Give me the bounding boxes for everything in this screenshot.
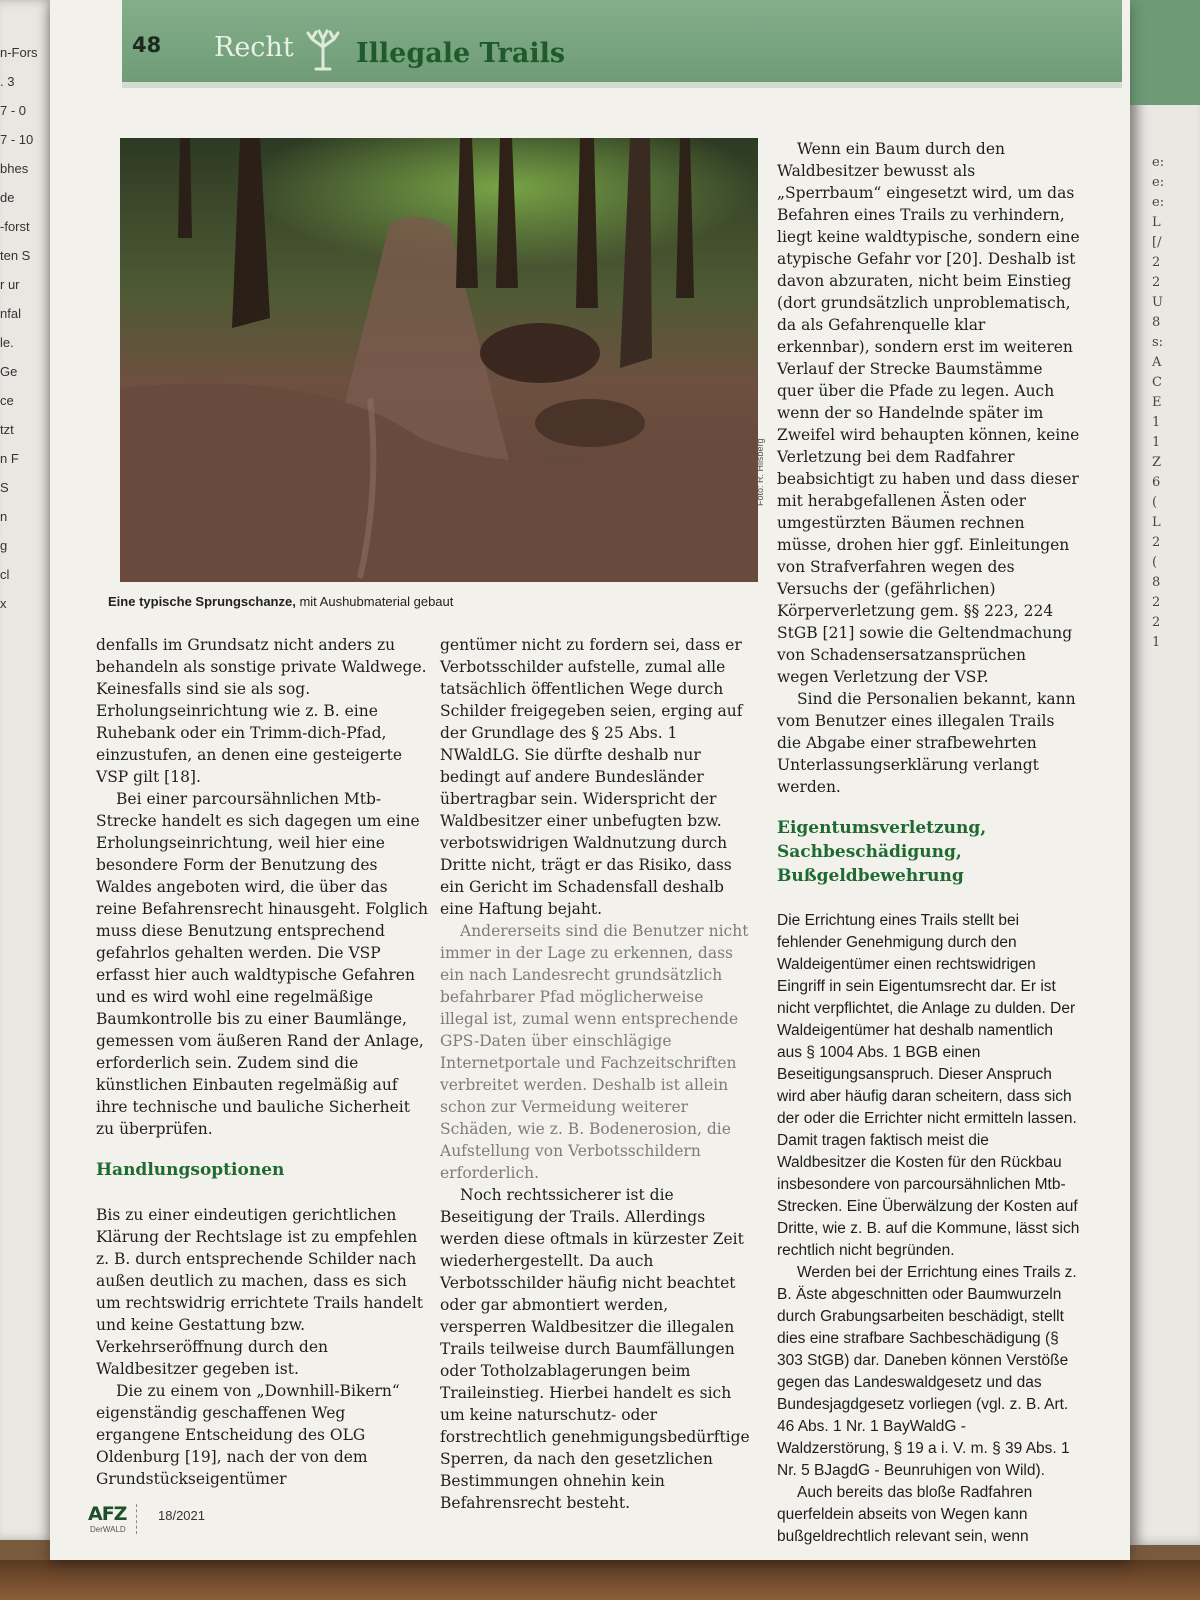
table-surface	[0, 1560, 1200, 1600]
right-page-fragment: (	[1152, 555, 1158, 570]
right-page-fragment: e:	[1152, 195, 1165, 210]
text-column-2	[440, 634, 752, 1514]
text-column-3	[777, 138, 1082, 1548]
heading-eigentumsverletzung: Eigentumsverletzung, Sachbeschädigung, Bußgeldbewehrung	[777, 818, 987, 886]
right-page-fragment: 2	[1152, 595, 1161, 610]
right-page-fragment: [/	[1152, 235, 1162, 250]
left-page-fragment: n	[0, 509, 8, 524]
left-page-fragment: . 3	[0, 74, 15, 89]
page-number: 48	[132, 33, 162, 57]
col3-paragraph-3: Die Errichtung eines Trails stellt bei fehlender Genehmigung durch den Waldeigentümer einen rechtswidrigen Eingriff in sein Eigentumsrecht dar. Er ist nicht verpflichtet, die Anlage zu dulden. Der Waldeigentümer hat deshalb namentlich aus § 1004 Abs. 1 BGB einen Beseitigungsanspruch. Dieser Anspruch wird aber häufig daran scheitern, dass sich der oder die Errichter nicht ermitteln lassen. Damit tragen faktisch meist die Waldbesitzer die Kosten für den Rückbau insbesondere von parcoursähnlichen Mtb-Strecken. Eine Überwälzung der Kosten auf Dritte, wie z. B. auf die Kommune, lässt sich rechtlich nicht begründen.	[777, 912, 1080, 1259]
right-page-fragment: L	[1152, 215, 1161, 230]
issue-number: 18/2021	[158, 1508, 205, 1523]
magazine-page	[50, 0, 1130, 1560]
col3-paragraph-5: Auch bereits das bloße Radfahren querfeldein abseits von Wegen kann bußgeldrechtlich relevant sein, wenn	[777, 1484, 1033, 1545]
col3-paragraph-2: Sind die Personalien bekannt, kann vom Benutzer eines illegalen Trails die Abgabe einer strafbewehrten Unterlassungserklärung verlangt werden.	[777, 690, 1076, 796]
caption-rest: mit Aushubmaterial gebaut	[295, 594, 454, 609]
right-page-fragment: 8	[1152, 575, 1161, 590]
left-page-fragment: cl	[0, 567, 10, 582]
right-page-fragment: L	[1152, 515, 1161, 530]
right-page-fragment: e:	[1152, 175, 1165, 190]
text-column-1	[96, 634, 430, 1490]
right-page-fragment: 6	[1152, 475, 1161, 490]
footer-divider	[136, 1504, 138, 1534]
right-page-fragment: 2	[1152, 615, 1161, 630]
col2-paragraph-1: gentümer nicht zu fordern sei, dass er Verbotsschilder aufstelle, zumal alle tatsächlich öffentlichen Wege durch Schilder freigegeben seien, erging auf der Grundlage des § 25 Abs. 1 NWaldLG. Sie dürfte deshalb nur bedingt auf andere Bundesländer übertragbar sein. Widerspricht der Waldbesitzer einer unbefugten bzw. verbotswidrigen Waldnutzung durch Dritte nicht, trägt er das Risiko, dass ein Gericht im Schadensfall deshalb eine Haftung bejaht.	[440, 636, 743, 918]
right-page-fragment: Z	[1152, 455, 1162, 470]
right-page-fragment: 2	[1152, 255, 1161, 270]
left-page-fragment: ce	[0, 393, 14, 408]
right-page-fragment: (	[1152, 495, 1158, 510]
left-page-fragment: de	[0, 190, 15, 205]
col3-paragraph-4: Werden bei der Errichtung eines Trails z. B. Äste abgeschnitten oder Baumwurzeln durch Grabungsarbeiten beschädigt, stellt dies eine strafbare Sachbeschädigung (§ 303 StGB) dar. Daneben können Verstöße gegen das Landeswaldgesetz und das Bundesjagdgesetz vorliegen (vgl. z. B. Art. 46 Abs. 1 Nr. 1 BayWaldG - Waldzerstörung, § 19 a i. V. m. § 39 Abs. 1 Nr. 5 BJagdG - Beunruhigen von Wild).	[777, 1264, 1077, 1479]
forest-trail-photo	[120, 138, 758, 582]
photo-credit: Foto: R. Hilsberg	[755, 438, 765, 506]
left-page-fragment: tzt	[0, 422, 14, 437]
right-page-fragment: C	[1152, 375, 1162, 390]
left-page-fragment: nfal	[0, 306, 21, 321]
right-page-edge	[1130, 0, 1200, 1545]
left-page-fragment: -forst	[0, 219, 30, 234]
right-page-fragment: 1	[1152, 635, 1161, 650]
right-page-fragment: A	[1152, 355, 1162, 370]
left-page-edge	[0, 0, 55, 1540]
left-page-fragment: g	[0, 538, 8, 553]
col1-paragraph-1: denfalls im Grundsatz nicht anders zu behandeln als sonstige private Waldwege. Keinesfalls sind sie als sog. Erholungseinrichtung wie z. B. eine Ruhebank oder ein Trimm-dich-Pfad, einzustufen, an denen eine gesteigerte VSP gilt [18].	[96, 636, 427, 786]
left-page-fragment: le.	[0, 335, 14, 350]
right-page-fragment: 2	[1152, 275, 1161, 290]
right-page-fragment: 1	[1152, 415, 1161, 430]
figure-caption	[108, 594, 453, 609]
col1-paragraph-4: Die zu einem von „Downhill-Bikern“ eigenständig geschaffenen Weg ergangene Entscheidung des OLG Oldenburg [19], nach der von dem Grundstückseigentümer	[96, 1382, 400, 1488]
afz-logo: AFZ	[88, 1503, 127, 1525]
col3-paragraph-1: Wenn ein Baum durch den Waldbesitzer bewusst als „Sperrbaum“ eingesetzt wird, um das Befahren eines Trails zu verhindern, liegt keine waldtypische, sondern eine atypische Gefahr vor [20]. Deshalb ist davon abzuraten, nicht beim Einstieg (dort grundsätzlich unproblematisch, da als Gefahrenquelle klar erkennbar), sondern erst im weiteren Verlauf der Strecke Baumstämme quer über die Pfade zu legen. Auch wenn der so Handelnde später im Zweifel wird behaupten können, keine Verletzung bei dem Radfahrer beabsichtigt zu haben und dass dieser mit herabgefallenen Ästen oder umgestürzten Bäumen rechnen müsse, drohen hier ggf. Einleitungen von Strafverfahren wegen des Versuchs der (gefährlichen) Körperverletzung gem. §§ 223, 224 StGB [21] sowie die Geltendmachung von Schadensersatzansprüchen wegen Verletzung der VSP.	[777, 140, 1080, 686]
afz-logo-subtitle: DerWALD	[90, 1525, 126, 1534]
left-page-fragment: ten S	[0, 248, 31, 263]
left-page-fragment: n F	[0, 451, 19, 466]
left-page-fragment: n-Fors	[0, 45, 38, 60]
right-page-header-band	[1130, 0, 1200, 105]
right-page-fragment: 1	[1152, 435, 1161, 450]
left-page-fragment: 7 - 10	[0, 132, 34, 147]
left-page-fragment: bhes	[0, 161, 29, 176]
right-page-fragment: 2	[1152, 535, 1161, 550]
right-page-fragment: U	[1152, 295, 1163, 310]
heading-handlungsoptionen: Handlungsoptionen	[96, 1160, 285, 1180]
section-label: Recht	[214, 32, 294, 63]
right-page-fragment: e:	[1152, 155, 1165, 170]
left-page-fragment: 7 - 0	[0, 103, 27, 118]
left-page-fragment: x	[0, 596, 7, 611]
col2-paragraph-2: Andererseits sind die Benutzer nicht immer in der Lage zu erkennen, dass ein nach Landesrecht grundsätzlich befahrbarer Pfad möglicherweise illegal ist, zumal wenn entsprechende GPS-Daten über einschlägige Internetportale und Fachzeitschriften verbreitet werden. Deshalb ist allein schon zur Vermeidung weiterer Schäden, wie z. B. Bodenerosion, die Aufstellung von Verbotsschildern erforderlich.	[440, 922, 749, 1182]
col1-paragraph-2: Bei einer parcoursähnlichen Mtb-Strecke handelt es sich dagegen um eine Erholungseinrichtung, weil hier eine besondere Form der Benutzung des Waldes angeboten wird, die über das reine Befahrensrecht hinausgeht. Folglich muss diese Benutzung entsprechend gefahrlos gehalten werden. Die VSP erfasst hier auch waldtypische Gefahren und es wird wohl eine regelmäßige Baumkontrolle bis zu einer Baumlänge, gemessen vom äußeren Rand der Anlage, erforderlich sein. Zudem sind die künstlichen Einbauten regelmäßig auf ihre technische und bauliche Sicherheit zu überprüfen.	[96, 790, 429, 1138]
right-page-fragment: 8	[1152, 315, 1161, 330]
caption-bold: Eine typische Sprungschanze,	[108, 594, 296, 609]
left-page-fragment: r ur	[0, 277, 20, 292]
left-page-fragment: S	[0, 480, 9, 495]
article-title: Illegale Trails	[356, 38, 566, 69]
col1-paragraph-3: Bis zu einer eindeutigen gerichtlichen Klärung der Rechtslage ist zu empfehlen z. B. durch entsprechende Schilder nach außen deutlich zu machen, dass es sich um rechtswidrig errichtete Trails handelt und keine Gestattung bzw. Verkehrseröffnung durch den Waldbesitzer gegeben ist.	[96, 1206, 424, 1378]
right-page-fragment: s:	[1152, 335, 1164, 350]
left-page-fragment: Ge	[0, 364, 18, 379]
right-page-fragment: E	[1152, 395, 1162, 410]
tree-icon	[302, 27, 344, 71]
col2-paragraph-3: Noch rechtssicherer ist die Beseitigung der Trails. Allerdings werden diese oftmals in kürzester Zeit wiederhergestellt. Da auch Verbotsschilder häufig nicht beachtet oder gar abmontiert werden, versperren Waldbesitzer die illegalen Trails teilweise durch Baumfällungen oder Totholzablagerungen beim Traileinstieg. Hierbei handelt es sich um keine naturschutz- oder forstrechtlich genehmigungsbedürftige Sperren, da nach den gesetzlichen Bestimmungen ohnehin kein Befahrensrecht besteht.	[440, 1186, 750, 1512]
